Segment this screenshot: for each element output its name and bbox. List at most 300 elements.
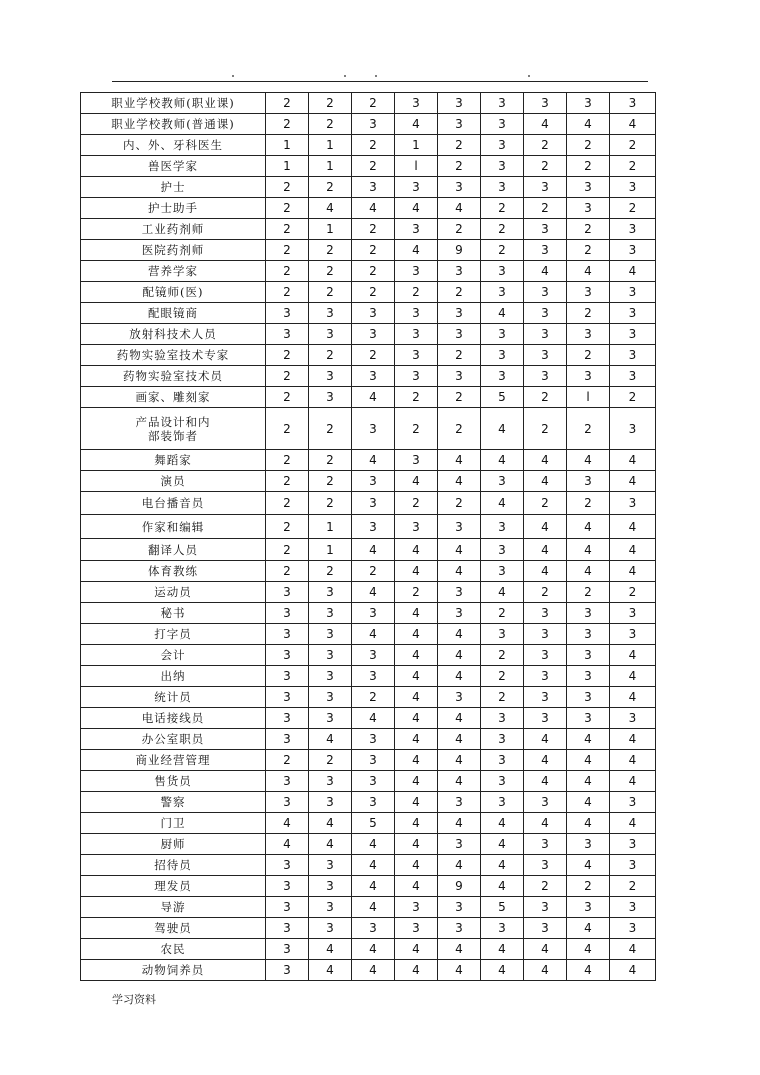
- score-cell: 2: [266, 219, 309, 240]
- score-cell: 4: [352, 624, 395, 645]
- score-cell: 2: [309, 282, 352, 303]
- occupation-cell: 电话接线员: [81, 708, 266, 729]
- table-row: [81, 834, 656, 855]
- score-cell: 2: [309, 408, 352, 450]
- score-cell: 4: [438, 729, 481, 750]
- score-cell: 3: [481, 918, 524, 939]
- score-cell: 3: [266, 876, 309, 897]
- score-cell: 4: [481, 582, 524, 603]
- score-cell: 3: [567, 93, 610, 114]
- score-cell: 4: [438, 561, 481, 582]
- score-cell: 4: [610, 729, 656, 750]
- score-cell: 2: [309, 345, 352, 366]
- occupation-cell: 内、外、牙科医生: [81, 135, 266, 156]
- score-cell: 3: [567, 603, 610, 624]
- score-cell: 3: [395, 261, 438, 282]
- score-cell: 3: [309, 876, 352, 897]
- score-cell: 3: [524, 93, 567, 114]
- score-cell: 3: [266, 729, 309, 750]
- score-cell: 3: [567, 624, 610, 645]
- score-cell: 2: [266, 471, 309, 492]
- score-cell: 3: [352, 324, 395, 345]
- occupation-cell: 翻译人员: [81, 539, 266, 561]
- score-cell: 3: [266, 303, 309, 324]
- score-cell: 2: [266, 261, 309, 282]
- score-cell: 4: [567, 515, 610, 539]
- score-cell: 4: [438, 960, 481, 981]
- score-cell: 3: [438, 324, 481, 345]
- score-cell: 3: [610, 219, 656, 240]
- score-cell: 2: [352, 345, 395, 366]
- score-cell: 2: [309, 450, 352, 471]
- score-cell: 3: [438, 366, 481, 387]
- header-dot: [375, 75, 377, 77]
- header-dot: [344, 75, 346, 77]
- score-cell: 3: [610, 240, 656, 261]
- occupation-cell: 商业经营管理: [81, 750, 266, 771]
- score-cell: 4: [610, 261, 656, 282]
- score-cell: 2: [481, 219, 524, 240]
- score-cell: 2: [567, 492, 610, 515]
- score-cell: 4: [481, 492, 524, 515]
- score-cell: 4: [395, 939, 438, 960]
- score-cell: 3: [481, 708, 524, 729]
- occupation-cell: 画家、雕刻家: [81, 387, 266, 408]
- score-cell: 2: [438, 345, 481, 366]
- occupation-ability-table: [80, 92, 656, 981]
- score-cell: 4: [567, 939, 610, 960]
- score-cell: 2: [309, 93, 352, 114]
- score-cell: 3: [309, 324, 352, 345]
- score-cell: 3: [309, 582, 352, 603]
- occupation-cell: 兽医学家: [81, 156, 266, 177]
- score-cell: 3: [567, 177, 610, 198]
- score-cell: 3: [352, 515, 395, 539]
- score-cell: 3: [309, 708, 352, 729]
- score-cell: 2: [395, 492, 438, 515]
- score-cell: 3: [309, 666, 352, 687]
- score-cell: 4: [438, 666, 481, 687]
- score-cell: 4: [395, 114, 438, 135]
- score-cell: 9: [438, 876, 481, 897]
- score-cell: 2: [395, 408, 438, 450]
- occupation-cell: 厨师: [81, 834, 266, 855]
- score-cell: 4: [524, 114, 567, 135]
- table-row: [81, 240, 656, 261]
- score-cell: 4: [438, 471, 481, 492]
- score-cell: 4: [352, 708, 395, 729]
- table-row: [81, 177, 656, 198]
- score-cell: 2: [395, 582, 438, 603]
- score-cell: 2: [524, 582, 567, 603]
- occupation-cell: 驾驶员: [81, 918, 266, 939]
- score-cell: 3: [352, 114, 395, 135]
- score-cell: 3: [610, 366, 656, 387]
- score-cell: 4: [567, 918, 610, 939]
- score-cell: 3: [524, 345, 567, 366]
- score-cell: 3: [309, 897, 352, 918]
- score-cell: 3: [309, 792, 352, 813]
- score-cell: 3: [438, 261, 481, 282]
- score-cell: 3: [567, 645, 610, 666]
- score-cell: 3: [438, 114, 481, 135]
- score-cell: 2: [309, 114, 352, 135]
- score-cell: 4: [309, 198, 352, 219]
- table-row: [81, 539, 656, 561]
- score-cell: 3: [352, 366, 395, 387]
- score-cell: 3: [567, 666, 610, 687]
- occupation-cell: 会计: [81, 645, 266, 666]
- score-cell: 1: [266, 156, 309, 177]
- score-cell: 3: [610, 603, 656, 624]
- score-cell: 3: [438, 897, 481, 918]
- score-cell: 3: [481, 539, 524, 561]
- score-cell: 2: [438, 135, 481, 156]
- score-cell: 3: [610, 93, 656, 114]
- table-row: [81, 708, 656, 729]
- score-cell: 2: [309, 471, 352, 492]
- score-cell: 3: [524, 855, 567, 876]
- table-row: [81, 387, 656, 408]
- occupation-cell: 门卫: [81, 813, 266, 834]
- score-cell: 3: [567, 471, 610, 492]
- score-cell: 2: [524, 198, 567, 219]
- score-cell: 2: [610, 582, 656, 603]
- table-body: [81, 93, 656, 981]
- score-cell: 3: [438, 582, 481, 603]
- occupation-cell: 理发员: [81, 876, 266, 897]
- score-cell: 3: [438, 687, 481, 708]
- score-cell: 2: [481, 666, 524, 687]
- score-cell: 4: [395, 624, 438, 645]
- score-cell: 2: [610, 135, 656, 156]
- score-cell: 3: [481, 282, 524, 303]
- score-cell: 3: [481, 135, 524, 156]
- score-cell: 4: [438, 624, 481, 645]
- score-cell: 2: [266, 750, 309, 771]
- score-cell: 4: [567, 855, 610, 876]
- score-cell: 3: [309, 624, 352, 645]
- score-cell: 3: [395, 515, 438, 539]
- score-cell: 4: [567, 539, 610, 561]
- occupation-cell: 药物实验室技术员: [81, 366, 266, 387]
- score-cell: 4: [352, 876, 395, 897]
- score-cell: 2: [309, 750, 352, 771]
- score-cell: 3: [481, 366, 524, 387]
- score-cell: 3: [309, 855, 352, 876]
- score-cell: 3: [481, 624, 524, 645]
- score-cell: 2: [266, 408, 309, 450]
- score-cell: 4: [610, 813, 656, 834]
- occupation-cell: 舞蹈家: [81, 450, 266, 471]
- table-row: [81, 813, 656, 834]
- score-cell: 3: [438, 303, 481, 324]
- table-row: [81, 876, 656, 897]
- score-cell: 3: [481, 345, 524, 366]
- score-cell: 4: [438, 708, 481, 729]
- score-cell: 4: [352, 387, 395, 408]
- score-cell: 1: [309, 219, 352, 240]
- score-cell: 3: [438, 93, 481, 114]
- score-cell: 4: [438, 813, 481, 834]
- score-cell: 4: [438, 450, 481, 471]
- table-row: [81, 471, 656, 492]
- score-cell: 3: [266, 939, 309, 960]
- score-cell: 3: [481, 93, 524, 114]
- occupation-cell: 运动员: [81, 582, 266, 603]
- score-cell: 3: [567, 687, 610, 708]
- score-cell: 3: [309, 603, 352, 624]
- table-row: [81, 345, 656, 366]
- score-cell: 4: [481, 855, 524, 876]
- score-cell: 3: [352, 492, 395, 515]
- score-cell: 3: [266, 771, 309, 792]
- score-cell: 3: [610, 345, 656, 366]
- score-cell: 3: [266, 324, 309, 345]
- score-cell: 4: [610, 114, 656, 135]
- score-cell: 2: [610, 876, 656, 897]
- score-cell: l: [567, 387, 610, 408]
- score-cell: 3: [610, 324, 656, 345]
- score-cell: 4: [395, 834, 438, 855]
- score-cell: 4: [524, 771, 567, 792]
- score-cell: 3: [481, 750, 524, 771]
- occupation-cell: 办公室职员: [81, 729, 266, 750]
- score-cell: 4: [352, 960, 395, 981]
- occupation-cell: 配镜师(医): [81, 282, 266, 303]
- score-cell: 2: [266, 240, 309, 261]
- score-cell: 2: [567, 408, 610, 450]
- score-cell: 4: [395, 198, 438, 219]
- score-cell: 3: [524, 834, 567, 855]
- score-cell: 2: [352, 156, 395, 177]
- score-cell: 3: [438, 918, 481, 939]
- table-row: [81, 135, 656, 156]
- score-cell: 3: [524, 666, 567, 687]
- occupation-cell: 工业药剂师: [81, 219, 266, 240]
- table-row: [81, 687, 656, 708]
- table-row: [81, 219, 656, 240]
- score-cell: 3: [438, 515, 481, 539]
- score-cell: 9: [438, 240, 481, 261]
- score-cell: 4: [438, 645, 481, 666]
- score-cell: 3: [266, 708, 309, 729]
- score-cell: 3: [266, 666, 309, 687]
- score-cell: 4: [352, 450, 395, 471]
- table-row: [81, 750, 656, 771]
- score-cell: 3: [266, 855, 309, 876]
- score-cell: 1: [266, 135, 309, 156]
- score-cell: 4: [524, 561, 567, 582]
- score-cell: 4: [524, 471, 567, 492]
- score-cell: 3: [395, 93, 438, 114]
- score-cell: 4: [524, 750, 567, 771]
- score-cell: 2: [266, 387, 309, 408]
- table-row: [81, 303, 656, 324]
- score-cell: 4: [610, 450, 656, 471]
- score-cell: 2: [352, 219, 395, 240]
- score-cell: 3: [610, 177, 656, 198]
- score-cell: 3: [481, 177, 524, 198]
- table-row: [81, 156, 656, 177]
- table-row: [81, 855, 656, 876]
- score-cell: 4: [309, 960, 352, 981]
- score-cell: 3: [524, 918, 567, 939]
- score-cell: 3: [352, 792, 395, 813]
- score-cell: 3: [309, 387, 352, 408]
- score-cell: 2: [567, 582, 610, 603]
- score-cell: 4: [610, 471, 656, 492]
- score-cell: 4: [395, 771, 438, 792]
- score-cell: 3: [610, 834, 656, 855]
- table-row: [81, 492, 656, 515]
- score-cell: 3: [481, 261, 524, 282]
- score-cell: 4: [352, 582, 395, 603]
- occupation-cell: 演员: [81, 471, 266, 492]
- score-cell: 3: [481, 771, 524, 792]
- score-cell: 3: [567, 834, 610, 855]
- score-cell: 3: [309, 771, 352, 792]
- score-cell: 3: [481, 515, 524, 539]
- score-cell: 1: [309, 515, 352, 539]
- score-cell: 3: [352, 918, 395, 939]
- score-cell: 3: [610, 897, 656, 918]
- score-cell: 3: [524, 624, 567, 645]
- score-cell: 2: [610, 156, 656, 177]
- score-cell: 4: [524, 261, 567, 282]
- score-cell: 2: [352, 687, 395, 708]
- score-cell: 1: [395, 135, 438, 156]
- score-cell: 3: [610, 624, 656, 645]
- score-cell: 4: [610, 539, 656, 561]
- table-row: [81, 624, 656, 645]
- occupation-cell: 电台播音员: [81, 492, 266, 515]
- score-cell: 4: [481, 813, 524, 834]
- score-cell: 2: [266, 177, 309, 198]
- score-cell: 4: [395, 876, 438, 897]
- score-cell: 3: [524, 897, 567, 918]
- table-row: [81, 939, 656, 960]
- occupation-cell: 秘书: [81, 603, 266, 624]
- score-cell: 4: [395, 687, 438, 708]
- score-cell: 3: [266, 792, 309, 813]
- table-row: [81, 771, 656, 792]
- score-cell: 2: [524, 408, 567, 450]
- score-cell: 4: [524, 729, 567, 750]
- table-row: [81, 582, 656, 603]
- score-cell: 3: [438, 603, 481, 624]
- score-cell: 4: [395, 729, 438, 750]
- occupation-cell: 打字员: [81, 624, 266, 645]
- score-cell: 4: [352, 939, 395, 960]
- occupation-cell: 出纳: [81, 666, 266, 687]
- score-cell: 4: [567, 792, 610, 813]
- score-cell: 2: [309, 261, 352, 282]
- occupation-cell: 作家和编辑: [81, 515, 266, 539]
- score-cell: 3: [395, 345, 438, 366]
- score-cell: 3: [524, 792, 567, 813]
- score-cell: 3: [481, 156, 524, 177]
- score-cell: 3: [524, 366, 567, 387]
- table-row: [81, 324, 656, 345]
- score-cell: 4: [610, 645, 656, 666]
- score-cell: 2: [567, 219, 610, 240]
- score-cell: 2: [352, 240, 395, 261]
- score-cell: 3: [481, 114, 524, 135]
- score-cell: 4: [395, 750, 438, 771]
- score-cell: 4: [567, 813, 610, 834]
- table-row: [81, 282, 656, 303]
- score-cell: 3: [266, 687, 309, 708]
- score-cell: 3: [610, 492, 656, 515]
- table-row: [81, 366, 656, 387]
- score-cell: 4: [395, 471, 438, 492]
- score-cell: 2: [481, 645, 524, 666]
- score-cell: 4: [567, 771, 610, 792]
- score-cell: 4: [395, 603, 438, 624]
- score-cell: 3: [395, 897, 438, 918]
- occupation-cell: 统计员: [81, 687, 266, 708]
- score-cell: 3: [395, 324, 438, 345]
- score-cell: 5: [352, 813, 395, 834]
- score-cell: 3: [266, 918, 309, 939]
- score-cell: 4: [481, 303, 524, 324]
- score-cell: 3: [266, 960, 309, 981]
- score-cell: 1: [309, 156, 352, 177]
- score-cell: 2: [438, 282, 481, 303]
- score-cell: 2: [309, 177, 352, 198]
- occupation-cell: 营养学家: [81, 261, 266, 282]
- score-cell: 2: [266, 515, 309, 539]
- occupation-line: 产品设计和内: [135, 414, 211, 429]
- table-row: [81, 666, 656, 687]
- score-cell: 4: [481, 939, 524, 960]
- score-cell: 4: [309, 834, 352, 855]
- occupation-line: 部装饰者: [148, 428, 198, 443]
- score-cell: 4: [266, 834, 309, 855]
- table-row: [81, 515, 656, 539]
- score-cell: 4: [438, 750, 481, 771]
- score-cell: 3: [524, 645, 567, 666]
- score-cell: 3: [524, 687, 567, 708]
- score-cell: 4: [309, 939, 352, 960]
- score-cell: 2: [266, 450, 309, 471]
- score-cell: 2: [352, 261, 395, 282]
- score-cell: 3: [395, 450, 438, 471]
- score-cell: l: [395, 156, 438, 177]
- score-cell: 3: [395, 177, 438, 198]
- score-cell: 3: [438, 834, 481, 855]
- score-cell: 4: [524, 939, 567, 960]
- score-cell: 4: [524, 450, 567, 471]
- score-cell: 4: [395, 960, 438, 981]
- score-cell: 4: [352, 897, 395, 918]
- occupation-cell: 导游: [81, 897, 266, 918]
- score-cell: 2: [352, 135, 395, 156]
- score-cell: 1: [309, 539, 352, 561]
- table-row: [81, 450, 656, 471]
- table-row: [81, 198, 656, 219]
- score-cell: 3: [352, 750, 395, 771]
- score-cell: 3: [567, 708, 610, 729]
- table-row: [81, 561, 656, 582]
- occupation-cell: 护士: [81, 177, 266, 198]
- score-cell: 2: [266, 198, 309, 219]
- score-cell: 4: [481, 834, 524, 855]
- score-cell: 3: [309, 918, 352, 939]
- score-cell: 3: [524, 177, 567, 198]
- table-row: [81, 261, 656, 282]
